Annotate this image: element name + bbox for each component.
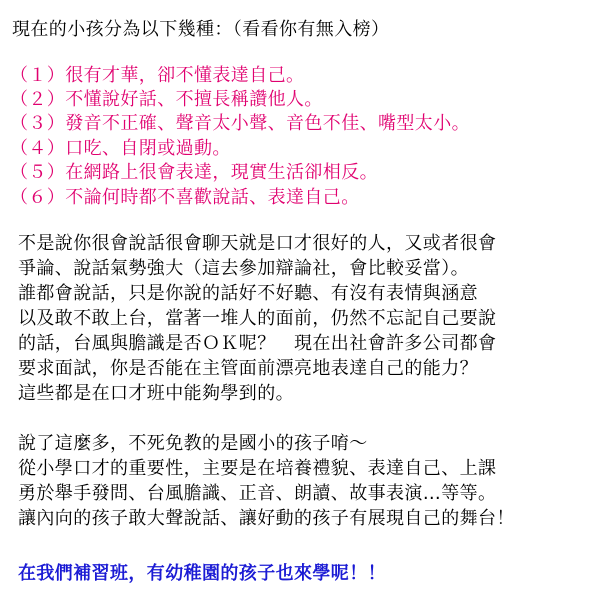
list-item: （１）很有才華，卻不懂表達自己。 <box>10 65 305 86</box>
paragraph-line: 要求面試，你是否能在主管面前漂亮地表達自己的能力？ <box>18 358 478 379</box>
paragraph-line: 誰都會說話，只是你說的話好不好聽、有沒有表情與涵意 <box>18 283 478 304</box>
list-item: （４）口吃、自閉或過動。 <box>10 138 231 159</box>
paragraph-line: 以及敢不敢上台，當著一堆人的面前，仍然不忘記自己要說 <box>18 308 497 329</box>
paragraph-line: 從小學口才的重要性，主要是在培養禮貌、表達自己、上課 <box>18 458 497 479</box>
list-item: （３）發音不正確、聲音太小聲、音色不佳、嘴型太小。 <box>10 113 470 134</box>
heading: 現在的小孩分為以下幾種：（看看你有無入榜） <box>12 19 390 40</box>
paragraph-line: 勇於舉手發問、台風膽識、正音、朗讀、故事表演…等等。 <box>18 483 497 504</box>
footer-note: 在我們補習班，有幼稚園的孩子也來學呢！！ <box>18 563 386 584</box>
paragraph-line: 爭論、說話氣勢強大（這去參加辯論社，會比較妥當）。 <box>18 258 469 279</box>
paragraph-line: 這些都是在口才班中能夠學到的。 <box>18 383 294 404</box>
paragraph-line: 說了這麼多，不死免教的是國小的孩子唷～ <box>18 433 368 454</box>
paragraph-line: 讓內向的孩子敢大聲說話、讓好動的孩子有展現自己的舞台！ <box>18 508 515 529</box>
list-item: （５）在網路上很會表達，現實生活卻相反。 <box>10 162 378 183</box>
list-item: （６）不論何時都不喜歡說話、表達自己。 <box>10 187 360 208</box>
list-item: （２）不懂說好話、不擅長稱讚他人。 <box>10 89 323 110</box>
paragraph-line: 的話，台風與膽識是否ＯＫ呢？ 現在出社會許多公司都會 <box>18 333 497 354</box>
paragraph-line: 不是說你很會說話很會聊天就是口才很好的人，又或者很會 <box>18 233 497 254</box>
